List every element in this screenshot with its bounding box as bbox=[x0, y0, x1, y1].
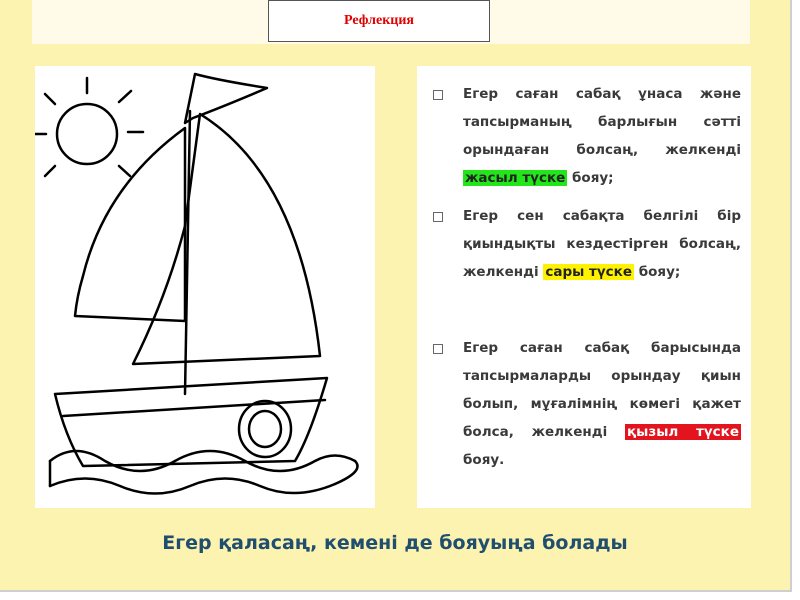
checkbox-bullet-icon bbox=[433, 90, 443, 100]
sun-icon bbox=[57, 104, 117, 164]
highlight-yellow: сары түске bbox=[545, 264, 632, 280]
flag-icon bbox=[185, 74, 267, 123]
highlight-green: жасыл түске bbox=[465, 170, 566, 186]
highlight-red: қызыл түске bbox=[626, 424, 739, 440]
footer-caption: Егер қаласаң, кемені де бояуыңа болады bbox=[162, 532, 628, 554]
checkbox-bullet-icon bbox=[433, 344, 443, 354]
illustration-panel bbox=[35, 66, 375, 508]
instructions-panel bbox=[417, 66, 751, 508]
instruction-text: Егер сен сабақта белгілі бір қиындықты кездестірген болсаң, желкенді сары түске бояу; bbox=[463, 208, 741, 280]
instruction-text: Егер саған сабақ ұнаса және тапсырманың барлығын сәтті орындаған болсаң, желкенді жасыл түске бояу; bbox=[463, 86, 741, 186]
checkbox-bullet-icon bbox=[433, 212, 443, 222]
right-sail-icon bbox=[133, 114, 320, 364]
left-sail-icon bbox=[75, 128, 185, 321]
page-title: Рефлекция bbox=[268, 0, 490, 42]
sailboat-illustration bbox=[35, 66, 375, 508]
life-ring-icon bbox=[239, 401, 291, 457]
waves-icon bbox=[50, 451, 355, 471]
instruction-text: Егер саған сабақ барысында тапсырмаларды орындау қиын болып, мұғалімнің көмегі қажет болса, желкенді қызыл түске бояу. bbox=[463, 340, 741, 468]
